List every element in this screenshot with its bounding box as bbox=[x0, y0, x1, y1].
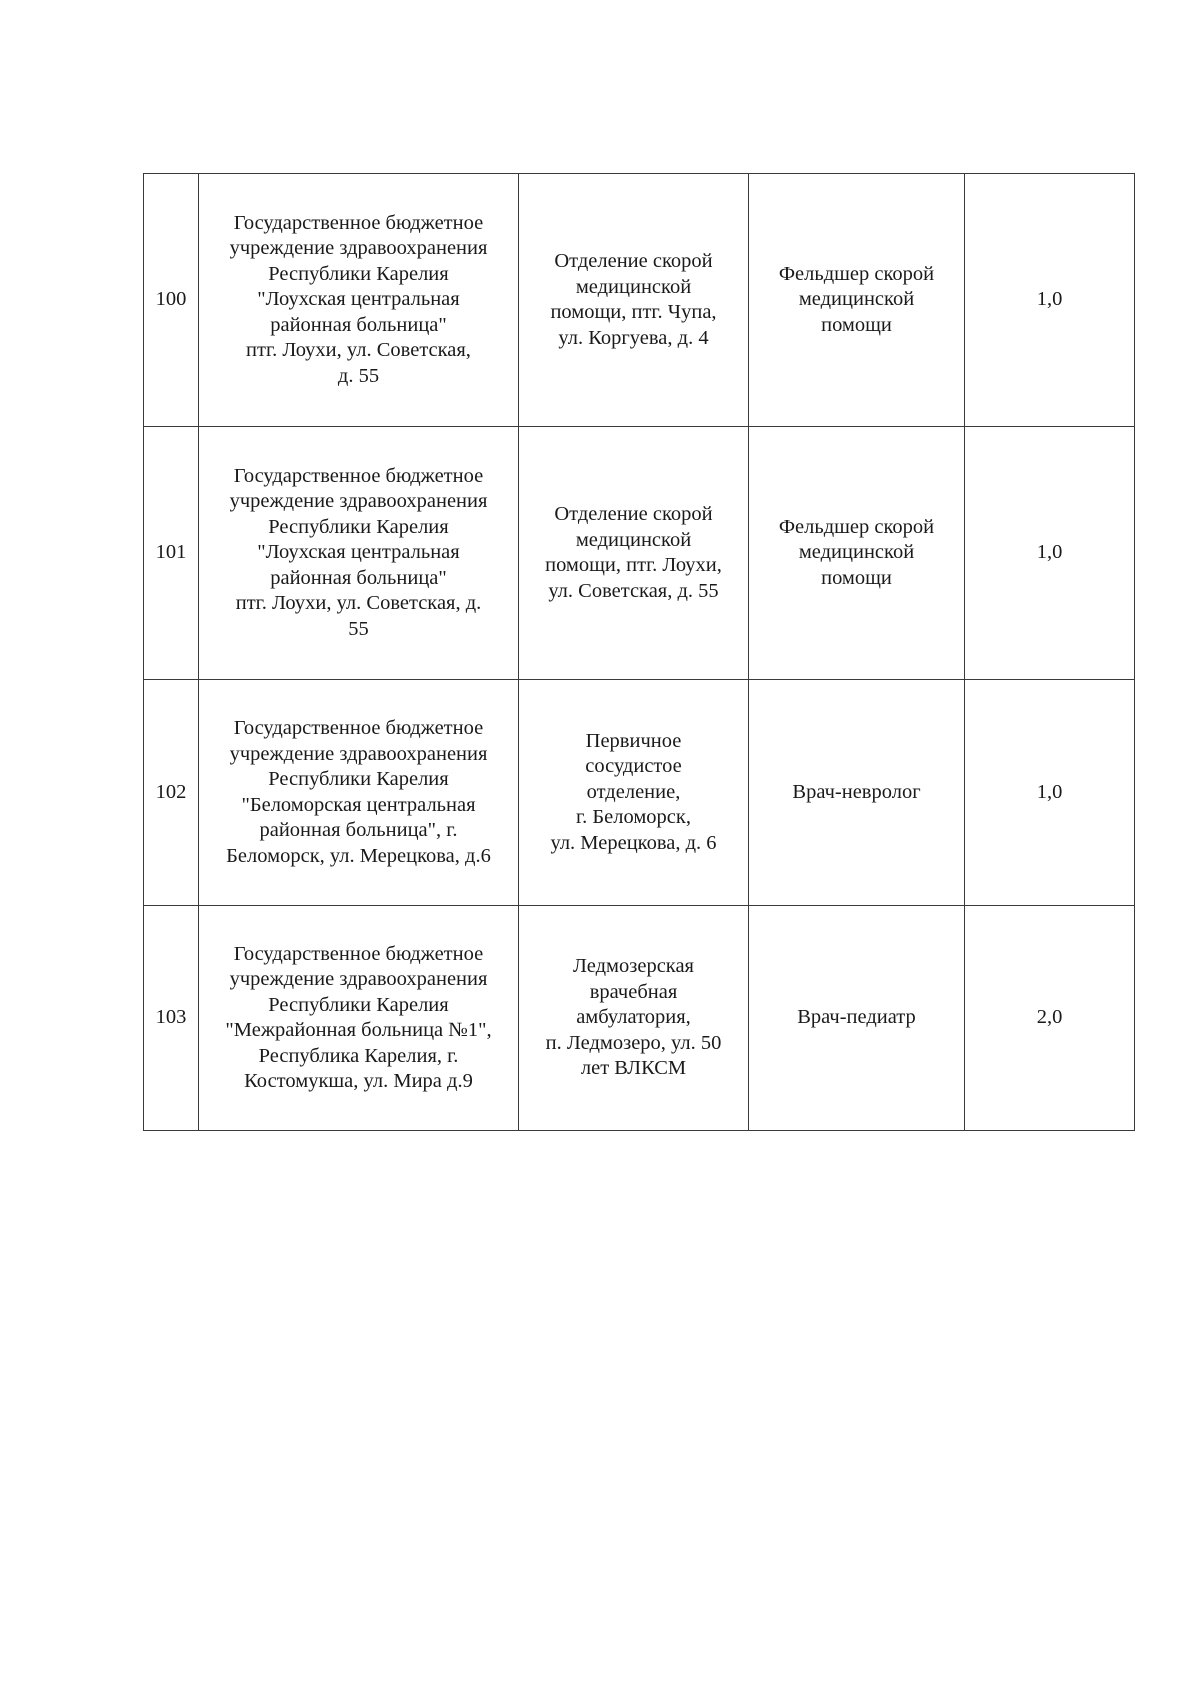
organization-cell: Государственное бюджетное учреждение здравоохранения Республики Карелия "Лоухская центральная районная больница" птг. Лоухи, ул. Советская, д. 55 bbox=[199, 174, 519, 427]
unit-cell: Отделение скорой медицинской помощи, птг. Лоухи, ул. Советская, д. 55 bbox=[519, 427, 749, 680]
table-row bbox=[144, 174, 1135, 427]
row-number-cell: 101 bbox=[144, 427, 199, 680]
unit-cell: Первичное сосудистое отделение, г. Беломорск, ул. Мерецкова, д. 6 bbox=[519, 680, 749, 906]
position-cell: Фельдшер скорой медицинской помощи bbox=[749, 174, 965, 427]
unit-cell: Отделение скорой медицинской помощи, птг. Чупа, ул. Коргуева, д. 4 bbox=[519, 174, 749, 427]
table-row bbox=[144, 427, 1135, 680]
position-cell: Врач-педиатр bbox=[749, 906, 965, 1131]
row-number-cell: 102 bbox=[144, 680, 199, 906]
table-row bbox=[144, 680, 1135, 906]
organization-cell: Государственное бюджетное учреждение здравоохранения Республики Карелия "Беломорская центральная районная больница", г. Беломорск, ул. Мерецкова, д.6 bbox=[199, 680, 519, 906]
row-number-cell: 103 bbox=[144, 906, 199, 1131]
position-cell: Врач-невролог bbox=[749, 680, 965, 906]
rate-cell: 2,0 bbox=[965, 906, 1135, 1131]
table-row bbox=[144, 906, 1135, 1131]
vacancy-table bbox=[143, 173, 1135, 1131]
rate-cell: 1,0 bbox=[965, 174, 1135, 427]
organization-cell: Государственное бюджетное учреждение здравоохранения Республики Карелия "Межрайонная больница №1", Республика Карелия, г. Костомукша, ул. Мира д.9 bbox=[199, 906, 519, 1131]
rate-cell: 1,0 bbox=[965, 427, 1135, 680]
organization-cell: Государственное бюджетное учреждение здравоохранения Республики Карелия "Лоухская центральная районная больница" птг. Лоухи, ул. Советская, д. 55 bbox=[199, 427, 519, 680]
unit-cell: Ледмозерская врачебная амбулатория, п. Ледмозеро, ул. 50 лет ВЛКСМ bbox=[519, 906, 749, 1131]
rate-cell: 1,0 bbox=[965, 680, 1135, 906]
row-number-cell: 100 bbox=[144, 174, 199, 427]
position-cell: Фельдшер скорой медицинской помощи bbox=[749, 427, 965, 680]
